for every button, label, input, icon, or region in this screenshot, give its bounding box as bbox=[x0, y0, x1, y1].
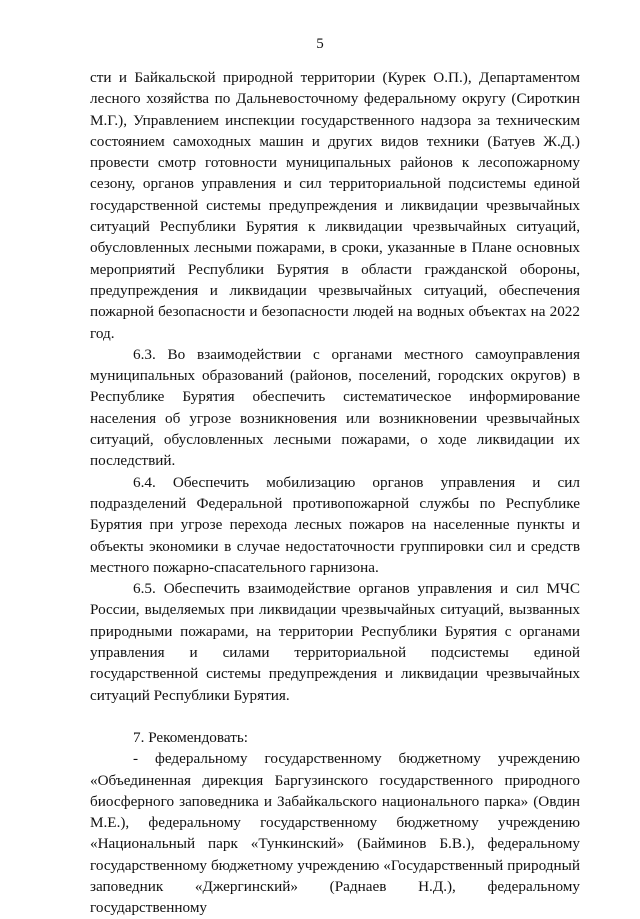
paragraph-gap bbox=[90, 706, 580, 727]
page-number: 5 bbox=[316, 36, 324, 52]
document-body bbox=[90, 67, 580, 919]
paragraph-7-item: - федеральному государственному бюджетному учреждению «Объединенная дирекция Баргузинского государственного природного биосферного заповедника и Забайкальского национального парка» (Овдин М.Е.), федеральному государственному бюджетному учреждению «Национальный парк «Тункинский» (Байминов Б.В.), федеральному государственному бюджетному учреждению «Государственный природный заповедник «Джергинский» (Раднаев Н.Д.), федеральному государственному bbox=[90, 750, 580, 917]
paragraph-6-3: 6.3. Во взаимодействии с органами местного самоуправления муниципальных образований (районов, поселений, городских округов) в Республике Бурятия обеспечить систематическое информирование населения об угрозе возникновения или возникновении чрезвычайных ситуаций, обусловленных лесными пожарами, о ходе ликвидации их последствий. bbox=[90, 345, 580, 470]
paragraph-7-heading: 7. Рекомендовать: bbox=[133, 728, 248, 746]
paragraph-6-5: 6.5. Обеспечить взаимодействие органов управления и сил МЧС России, выделяемых при ликвидации чрезвычайных ситуаций, вызванных природными пожарами, на территории Республики Бурятия с органами управления и силами территориальной подсистемы единой государственной системы предупреждения и ликвидации чрезвычайных ситуаций Республики Бурятия. bbox=[90, 580, 580, 704]
paragraph-6-4: 6.4. Обеспечить мобилизацию органов управления и сил подразделений Федеральной противопожарной службы по Республике Бурятия при угрозе перехода лесных пожаров на населенные пункты и объекты экономики в случае недостаточности группировки сил и средств местного пожарно-спасательного гарнизона. bbox=[90, 473, 580, 576]
paragraph-continuation: сти и Байкальской природной территории (Курек О.П.), Департаментом лесного хозяйства по Дальневосточному федеральному округу (Сироткин М.Г.), Управлением инспекции государственного надзора за техническим состоянием самоходных машин и других видов техники (Батуев Ж.Д.) провести смотр готовности муниципальных районов к лесопожарному сезону, органов управления и сил территориальной подсистемы единой государственной системы предупреждения и ликвидации чрезвычайных ситуаций Республики Бурятия к ликвидации чрезвычайных ситуаций, обусловленных лесными пожарами, в сроки, указанные в Плане основных мероприятий Республики Бурятия в области гражданской обороны, предупреждения и ликвидации чрезвычайных ситуаций, обеспечения пожарной безопасности и безопасности людей на водных объектах на 2022 год. bbox=[90, 69, 580, 342]
